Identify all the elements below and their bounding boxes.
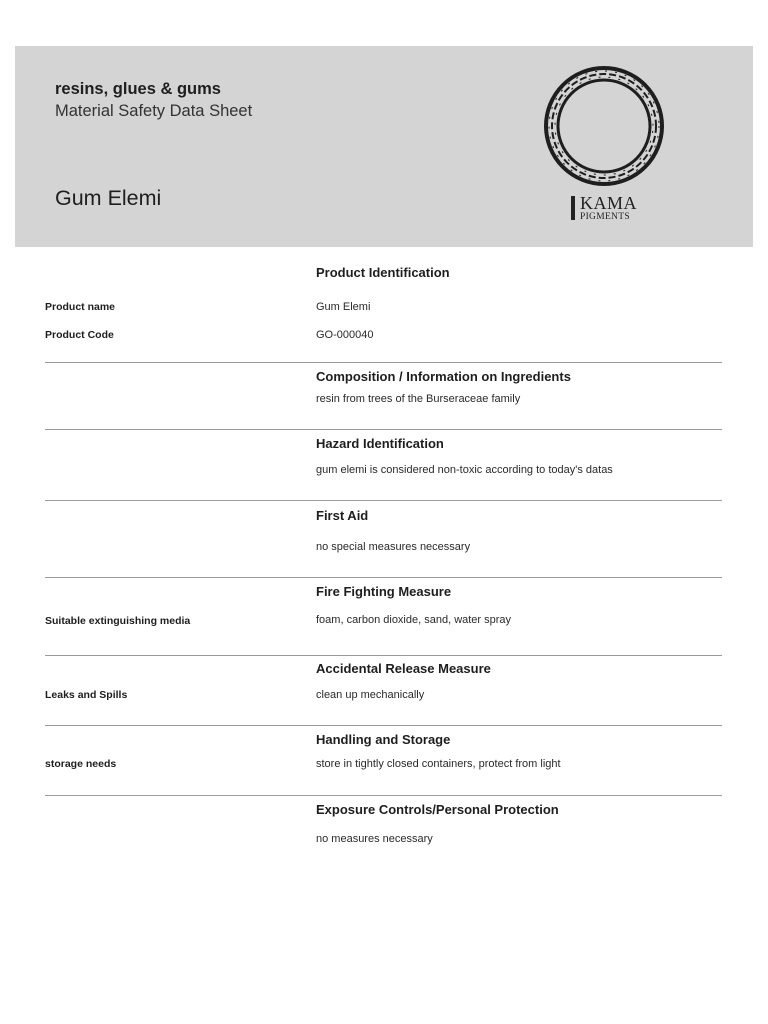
value-storage-needs: store in tightly closed containers, protect from light (316, 758, 561, 770)
label-leaks-spills: Leaks and Spills (45, 689, 128, 701)
product-title: Gum Elemi (55, 186, 162, 210)
label-extinguishing-media: Suitable extinguishing media (45, 615, 191, 627)
value-hazard: gum elemi is considered non-toxic according to today's datas (316, 464, 613, 476)
value-exposure-controls: no measures necessary (316, 833, 433, 845)
logo-brand: KAMA (580, 193, 638, 213)
section-divider (45, 500, 722, 501)
value-leaks-spills: clean up mechanically (316, 689, 425, 701)
value-product-name: Gum Elemi (316, 301, 371, 313)
logo-bar (571, 196, 575, 220)
kama-pigments-wordmark (571, 194, 651, 224)
section-title-product-identification: Product Identification (316, 265, 450, 280)
value-extinguishing-media: foam, carbon dioxide, sand, water spray (316, 614, 512, 626)
section-divider (45, 795, 722, 796)
section-title-accidental-release: Accidental Release Measure (316, 661, 491, 676)
section-divider (45, 655, 722, 656)
section-divider (45, 725, 722, 726)
section-divider (45, 577, 722, 578)
kama-ring-logo-icon (542, 64, 666, 188)
value-product-code: GO-000040 (316, 329, 374, 341)
section-title-exposure-controls: Exposure Controls/Personal Protection (316, 802, 559, 817)
section-title-fire-fighting: Fire Fighting Measure (316, 584, 452, 599)
label-product-name: Product name (45, 301, 116, 313)
label-product-code: Product Code (45, 329, 114, 341)
section-divider (45, 362, 722, 363)
document-header (15, 46, 753, 247)
section-divider (45, 429, 722, 430)
section-title-composition: Composition / Information on Ingredients (316, 369, 571, 384)
category-heading: resins, glues & gums (55, 80, 221, 98)
label-storage-needs: storage needs (45, 758, 117, 770)
logo-tagline: PIGMENTS (580, 212, 630, 222)
value-composition: resin from trees of the Burseraceae family (316, 393, 521, 405)
document-subtitle: Material Safety Data Sheet (55, 102, 253, 120)
section-title-handling-storage: Handling and Storage (316, 732, 451, 747)
section-title-first-aid: First Aid (316, 508, 369, 523)
value-first-aid: no special measures necessary (316, 541, 471, 553)
section-title-hazard: Hazard Identification (316, 436, 444, 451)
